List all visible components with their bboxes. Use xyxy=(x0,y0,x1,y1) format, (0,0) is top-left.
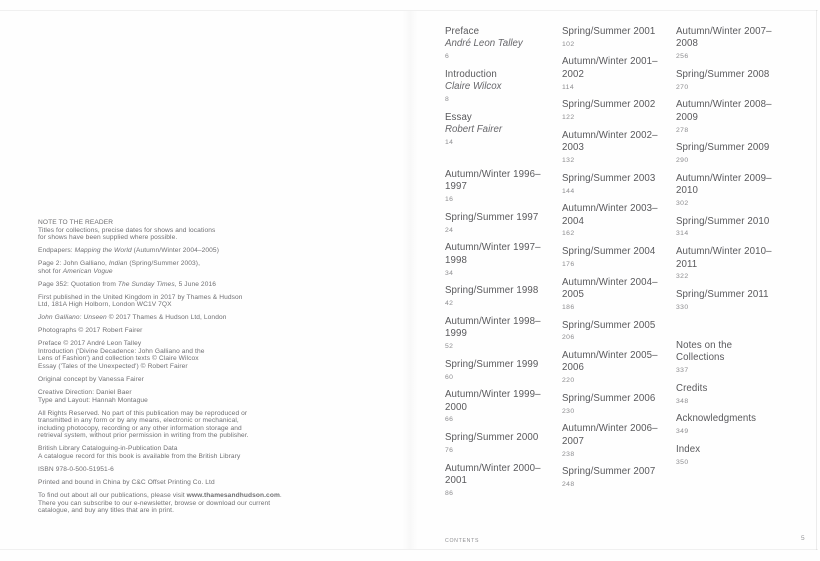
toc-entry-page: 102 xyxy=(562,40,575,48)
toc-entry-page: 186 xyxy=(562,303,575,311)
colophon-text-segment: All Rights Reserved. No part of this publication may be reproduced or xyxy=(38,409,248,417)
toc-entry-title: Autumn/Winter 1999–2000 xyxy=(445,389,541,413)
toc-entry-title: Spring/Summer 2005 xyxy=(562,319,656,331)
toc-seasons-column-1 xyxy=(445,169,552,498)
colophon-paragraph xyxy=(38,281,298,289)
colophon-paragraph xyxy=(38,410,298,440)
colophon-text-segment: ISBN 978-0-500-51951-6 xyxy=(38,465,114,473)
toc-entry xyxy=(676,173,783,208)
footer-contents-label: CONTENTS xyxy=(445,538,480,544)
toc-front-matter xyxy=(445,26,552,147)
toc-entry-page: 144 xyxy=(562,187,575,195)
toc-entry-page: 122 xyxy=(562,114,575,122)
toc-entry xyxy=(562,423,669,458)
toc-entry-title: Essay xyxy=(445,111,472,123)
toc-entry-title: Spring/Summer 1999 xyxy=(445,358,539,370)
colophon-line xyxy=(38,260,298,268)
toc-entry-title: Spring/Summer 2008 xyxy=(676,68,770,80)
colophon-text-segment: Indian xyxy=(108,260,128,268)
colophon-line xyxy=(38,301,298,309)
colophon-line xyxy=(38,492,298,500)
toc-entry xyxy=(676,340,783,375)
toc-entry-page: 34 xyxy=(445,269,454,277)
toc-entry xyxy=(445,69,552,104)
toc-entry xyxy=(445,463,552,498)
toc-entry-page: 86 xyxy=(445,489,454,497)
toc-entry-page: 60 xyxy=(445,373,454,381)
colophon-text-segment: Printed and bound in China by C&C Offset Printing Co. Ltd xyxy=(38,478,215,486)
colophon-line xyxy=(38,294,298,302)
toc-entry-page: 348 xyxy=(676,397,689,405)
colophon-line xyxy=(38,355,298,363)
toc-entry xyxy=(445,112,552,147)
colophon-text-segment: Type and Layout: Hannah Montague xyxy=(38,396,148,404)
toc-entry xyxy=(445,26,552,61)
toc-entry-page: 230 xyxy=(562,407,575,415)
colophon-text-segment: Page 2: John Galliano, xyxy=(38,260,109,268)
toc-entry xyxy=(562,130,669,165)
colophon-text-segment: First published in the United Kingdom in 2017 by Thames & Hudson xyxy=(38,293,243,301)
colophon-line xyxy=(38,453,298,461)
toc-entry-page: 132 xyxy=(562,157,575,165)
toc-entry-title: Autumn/Winter 2005–2006 xyxy=(562,349,658,374)
colophon-paragraph xyxy=(38,340,298,370)
toc-entry xyxy=(445,316,552,351)
page-gutter xyxy=(402,11,418,549)
toc-entry xyxy=(676,444,783,467)
toc-column-1 xyxy=(445,26,552,505)
toc-entry-page: 52 xyxy=(445,343,454,351)
toc-entry xyxy=(562,173,669,196)
toc-entry-title: Spring/Summer 2003 xyxy=(562,172,656,184)
toc-entry-title: Spring/Summer 2010 xyxy=(676,215,770,227)
toc-entry-page: 314 xyxy=(676,230,689,238)
colophon-paragraph xyxy=(38,376,298,384)
toc-entry-title: Spring/Summer 2011 xyxy=(676,289,769,301)
toc-entry-title: Spring/Summer 2007 xyxy=(562,466,656,478)
toc-entry xyxy=(445,169,552,204)
toc-entry-title: Autumn/Winter 1998–1999 xyxy=(445,315,541,340)
colophon-line xyxy=(38,219,298,227)
colophon-text-segment: Page 352: Quotation from xyxy=(38,280,118,288)
toc-seasons-column-3 xyxy=(676,26,783,312)
colophon-text-segment: catalogue, and buy any titles that are in print. xyxy=(38,507,175,515)
page-number: 5 xyxy=(801,535,805,542)
toc-entry-page: 8 xyxy=(445,96,450,104)
colophon-text-segment: Original concept by Vanessa Fairer xyxy=(38,376,144,384)
toc-entry-title: Spring/Summer 2009 xyxy=(676,142,770,154)
toc-entry-title: Spring/Summer 1998 xyxy=(445,285,539,297)
toc-entry-title: Autumn/Winter 2000–2001 xyxy=(445,462,541,486)
toc-entry-page: 349 xyxy=(676,428,689,436)
toc-entry-title: Autumn/Winter 2010–2011 xyxy=(676,246,772,270)
toc-entry-title: Spring/Summer 2002 xyxy=(562,99,656,111)
colophon-text-segment: To find out about all our publications, please visit xyxy=(38,491,187,499)
colophon-line xyxy=(38,479,298,487)
colophon-line xyxy=(38,507,298,515)
colophon-line xyxy=(38,227,298,235)
colophon-paragraph xyxy=(38,327,298,335)
toc-entry-page: 42 xyxy=(445,300,454,308)
colophon-text-segment: for shows have been supplied where possible. xyxy=(38,234,178,242)
toc-entry-title: Preface xyxy=(445,26,480,37)
toc-entry-title: Index xyxy=(676,443,701,455)
colophon-line xyxy=(38,234,298,242)
toc-column-3 xyxy=(676,26,783,474)
colophon-text-segment: There you can subscribe to our e-newsletter, browse or download our current xyxy=(38,499,271,507)
toc-entry xyxy=(676,69,783,92)
colophon-line xyxy=(38,376,298,384)
toc-entry xyxy=(562,277,669,312)
toc-entry xyxy=(676,246,783,281)
toc-entry xyxy=(562,320,669,343)
toc-entry xyxy=(445,285,552,308)
toc-entry xyxy=(445,432,552,455)
colophon-paragraph xyxy=(38,219,298,242)
colophon-text-segment: Ltd, 181A High Holborn, London WC1V 7QX xyxy=(38,301,172,309)
colophon-line xyxy=(38,432,298,440)
toc-entry-page: 302 xyxy=(676,199,689,207)
toc-entry xyxy=(445,359,552,382)
colophon-text-segment: Photographs © 2017 Robert Fairer xyxy=(38,327,143,335)
colophon-text-segment: Creative Direction: Daniel Baer xyxy=(38,389,132,397)
colophon-text-segment: retrieval system, without prior permission in writing from the publisher. xyxy=(38,432,249,440)
colophon-line xyxy=(38,327,298,335)
toc-entry-page: 24 xyxy=(445,226,454,234)
toc-entry-page: 322 xyxy=(676,273,689,281)
toc-entry-title: Spring/Summer 2004 xyxy=(562,246,656,258)
toc-entry-page: 337 xyxy=(676,367,689,375)
toc-entry-title: Spring/Summer 2001 xyxy=(562,26,656,37)
toc-entry-page: 162 xyxy=(562,230,575,238)
colophon-line xyxy=(38,314,298,322)
toc-entry-author: Robert Fairer xyxy=(445,124,503,136)
colophon-line xyxy=(38,268,298,276)
toc-entry-page: 330 xyxy=(676,303,689,311)
colophon-text-segment: (Autumn/Winter 2004–2005) xyxy=(131,247,219,255)
toc-entry-title: Credits xyxy=(676,382,708,394)
toc-entry xyxy=(676,413,783,436)
colophon-paragraph xyxy=(38,466,298,474)
toc-entry-page: 176 xyxy=(562,260,575,268)
toc-entry xyxy=(562,350,669,385)
toc-entry-title: Spring/Summer 2006 xyxy=(562,392,656,404)
colophon-text-segment: John Galliano: Unseen xyxy=(38,314,107,322)
colophon-text-segment: , 5 June 2016 xyxy=(174,280,216,288)
colophon-paragraph xyxy=(38,260,298,275)
toc-entry-author: André Leon Talley xyxy=(445,38,523,50)
toc-entry-page: 278 xyxy=(676,126,689,134)
toc-entry-author: Claire Wilcox xyxy=(445,81,502,93)
colophon-line xyxy=(38,363,298,371)
toc-entry xyxy=(445,212,552,235)
toc-entry xyxy=(676,142,783,165)
toc-entry-page: 66 xyxy=(445,416,454,424)
toc-entry-title: Autumn/Winter 2002–2003 xyxy=(562,129,658,154)
toc-entry-title: Acknowledgments xyxy=(676,413,757,425)
colophon-text-segment: . xyxy=(279,491,282,499)
colophon-line xyxy=(38,397,298,405)
colophon-text-segment: © 2017 Thames & Hudson Ltd, London xyxy=(106,314,227,322)
colophon-line xyxy=(38,281,298,289)
colophon-text-segment: Endpapers: xyxy=(38,247,75,255)
colophon-text-segment: Mapping the World xyxy=(74,247,132,255)
toc-column-2 xyxy=(562,26,669,497)
toc-entry-title: Introduction xyxy=(445,68,497,80)
toc-entry xyxy=(562,246,669,269)
toc-entry-title: Autumn/Winter 1997–1998 xyxy=(445,242,541,266)
colophon-paragraph xyxy=(38,314,298,322)
page-edge-bottom xyxy=(0,549,818,550)
toc-entry-page: 290 xyxy=(676,157,689,165)
toc-entry xyxy=(676,26,783,61)
toc-entry xyxy=(676,216,783,239)
toc-entry xyxy=(562,203,669,238)
colophon-text-segment: Lens of Fashion') and collection texts © Claire Wilcox xyxy=(38,355,199,363)
colophon-line xyxy=(38,466,298,474)
colophon xyxy=(38,219,298,520)
colophon-line xyxy=(38,500,298,508)
colophon-paragraph xyxy=(38,492,298,515)
toc-back-matter xyxy=(676,340,783,467)
toc-entry-page: 6 xyxy=(445,53,450,61)
colophon-paragraph xyxy=(38,479,298,487)
toc-entry xyxy=(562,466,669,489)
toc-entry xyxy=(445,389,552,424)
toc-entry-page: 238 xyxy=(562,450,575,458)
toc-entry xyxy=(445,242,552,277)
toc-entry-title: Autumn/Winter 2008–2009 xyxy=(676,99,772,123)
toc-entry xyxy=(562,56,669,91)
toc-entry xyxy=(676,99,783,134)
toc-entry-title: Spring/Summer 1997 xyxy=(445,211,539,223)
colophon-line xyxy=(38,247,298,255)
toc-entry xyxy=(562,393,669,416)
colophon-text-segment: Introduction ('Divine Decadence: John Galliano and the xyxy=(38,347,205,355)
toc-entry-title: Autumn/Winter 2001–2002 xyxy=(562,56,658,80)
colophon-text-segment: including photocopy, recording or any other information storage and xyxy=(38,424,242,432)
toc-entry-title: Autumn/Winter 1996–1997 xyxy=(445,169,541,193)
toc-entry xyxy=(562,99,669,122)
toc-entry-page: 248 xyxy=(562,481,575,489)
toc-entry-page: 114 xyxy=(562,83,575,91)
toc-entry xyxy=(562,26,669,49)
toc-entry-title: Autumn/Winter 2009–2010 xyxy=(676,172,772,197)
colophon-text-segment: (Spring/Summer 2003), xyxy=(127,260,200,268)
toc-entry-page: 206 xyxy=(562,334,575,342)
toc-entry-page: 220 xyxy=(562,377,575,385)
toc-entry-page: 16 xyxy=(445,196,454,204)
colophon-text-segment: Titles for collections, precise dates for shows and locations xyxy=(38,226,216,234)
colophon-text-segment: The Sunday Times xyxy=(117,280,175,288)
toc-entry-page: 270 xyxy=(676,83,689,91)
toc-entry-title: Spring/Summer 2000 xyxy=(445,432,539,444)
colophon-text-segment: A catalogue record for this book is available from the British Library xyxy=(38,452,241,460)
colophon-line xyxy=(38,425,298,433)
colophon-text-segment: American Vogue xyxy=(62,267,113,275)
toc-entry-page: 256 xyxy=(676,53,689,61)
colophon-line xyxy=(38,410,298,418)
toc-entry-page: 14 xyxy=(445,138,454,146)
colophon-line xyxy=(38,389,298,397)
colophon-paragraph xyxy=(38,445,298,460)
colophon-paragraph xyxy=(38,294,298,309)
colophon-text-segment: British Library Cataloguing-in-Publication Data xyxy=(38,445,178,453)
colophon-text-segment: transmitted in any form or by any means, electronic or mechanical, xyxy=(38,417,239,425)
page-edge-right xyxy=(816,10,817,550)
toc-entry-title: Autumn/Winter 2006–2007 xyxy=(562,423,658,447)
toc-entry xyxy=(676,383,783,406)
colophon-paragraph xyxy=(38,247,298,255)
toc-entry-page: 76 xyxy=(445,446,454,454)
colophon-line xyxy=(38,340,298,348)
toc-entry-title: Autumn/Winter 2004–2005 xyxy=(562,276,658,301)
toc-entry-title: Autumn/Winter 2003–2004 xyxy=(562,203,658,227)
colophon-text-segment: Preface © 2017 André Leon Talley xyxy=(38,340,142,348)
toc-entry-title: Notes on the Collections xyxy=(676,339,733,364)
toc-entry-title: Autumn/Winter 2007–2008 xyxy=(676,26,772,50)
colophon-text-segment: shot for xyxy=(38,267,63,275)
colophon-text-segment: Essay ('Tales of the Unexpected') © Robert Fairer xyxy=(38,363,188,371)
colophon-text-segment: NOTE TO THE READER xyxy=(38,219,114,226)
colophon-text-segment: www.thamesandhudson.com xyxy=(186,491,280,499)
toc-entry-page: 350 xyxy=(676,458,689,466)
toc-entry xyxy=(676,289,783,312)
colophon-line xyxy=(38,445,298,453)
colophon-line xyxy=(38,417,298,425)
colophon-paragraph xyxy=(38,389,298,404)
